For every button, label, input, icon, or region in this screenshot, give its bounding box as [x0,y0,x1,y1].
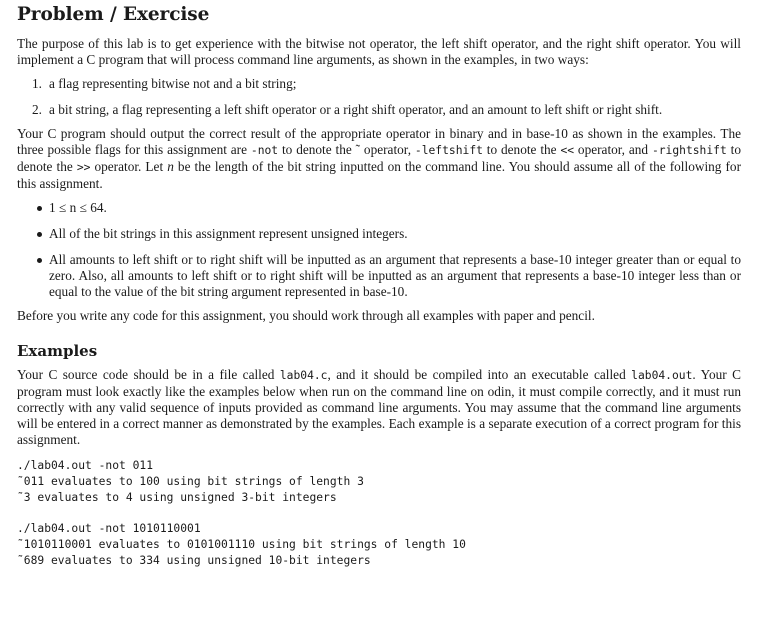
list-item-text: a bit string, a flag representing a left shift operator or a right shift operator, and an amount to left shift or right shift. [49,102,663,117]
left-shift-operator: << [560,144,575,157]
example-block-1 [17,458,741,506]
text-run: Your C program should output the correct result of the appropriate operator in binary and in base-10 as shown in the examples. The three possible flags for this assignment are [17,126,741,157]
example-output-line: ˜1010110001 evaluates to 0101001110 using bit strings of length 10 [17,538,466,551]
tilde-symbol: ˜ [355,142,361,157]
executable-filename-code: lab04.out [631,369,693,382]
assumptions-list [17,200,741,300]
right-shift-operator: >> [76,161,91,174]
text-run: to denote the [482,142,561,157]
example-output-line: ˜3 evaluates to 4 using unsigned 3-bit integers [17,491,337,504]
text-run: to denote the [17,142,741,174]
examples-heading: Examples [17,342,98,360]
constraint-text: 1 ≤ n ≤ 64. [49,200,107,215]
paper-pencil-paragraph: Before you write any code for this assignment, you should work through all examples with paper and pencil. [17,308,595,323]
text-run: operator. Let [90,159,168,174]
list-number: 1. [32,76,42,91]
example-output-line: ˜689 evaluates to 334 using unsigned 10-bit integers [17,554,371,567]
text-run: to denote the [278,142,356,157]
text-run: Your C source code should be in a file called [17,367,280,382]
example-command: ./lab04.out -not 1010110001 [17,522,201,535]
ways-list [17,76,741,118]
text-run: operator, and [574,142,652,157]
example-block-2 [17,521,741,569]
bullet-icon [37,206,42,211]
flag-leftshift-code: -leftshift [414,144,483,157]
variable-n: n [167,159,174,174]
flag-rightshift-code: -rightshift [651,144,727,157]
list-item [17,226,741,242]
examples-intro-paragraph [17,367,741,448]
list-number: 2. [32,102,42,117]
bullet-icon [37,258,42,263]
text-run: be the length of the bit string inputted on the command line. You should assume all of the following for this assignment. [17,159,741,191]
flag-not-code: -not [250,144,279,157]
bullet-icon [37,232,42,237]
intro-paragraph: The purpose of this lab is to get experience with the bitwise not operator, the left shift operator, and the right shift operator. You will implement a C program that will process command line arguments, as shown in the examples, in two ways: [17,36,741,67]
list-item-text: a flag representing bitwise not and a bit string; [49,76,297,91]
text-run: . Your C program must look exactly like the examples below when run on the command line on odin, it must compile correctly, and it must run correctly with any valid sequence of inputs provided as command line arguments. You may assume that the command line arguments will be entered in a correct manner as demonstrated by the examples. Each example is a separate execution of a correct program for this assignment. [17,367,741,447]
list-item [17,252,741,300]
example-output-line: ˜011 evaluates to 100 using bit strings of length 3 [17,475,364,488]
list-item [17,102,741,118]
flags-paragraph [17,126,741,192]
list-item-text: All amounts to left shift or to right shift will be inputted as an argument that represents a base-10 integer greater than or equal to zero. Also, all amounts to left shift or to right shift will be inputted as an argument that represents a base-10 integer less than or equal to the value of the bit string argument represented in base-10. [49,252,741,299]
page-title: Problem / Exercise [17,4,210,25]
list-item-text: All of the bit strings in this assignment represent unsigned integers. [49,226,408,241]
list-item [17,200,741,216]
example-command: ./lab04.out -not 011 [17,459,154,472]
source-filename-code: lab04.c [279,369,328,382]
text-run: , and it should be compiled into an executable called [327,367,632,382]
list-item [17,76,741,92]
text-run: operator, [360,142,415,157]
